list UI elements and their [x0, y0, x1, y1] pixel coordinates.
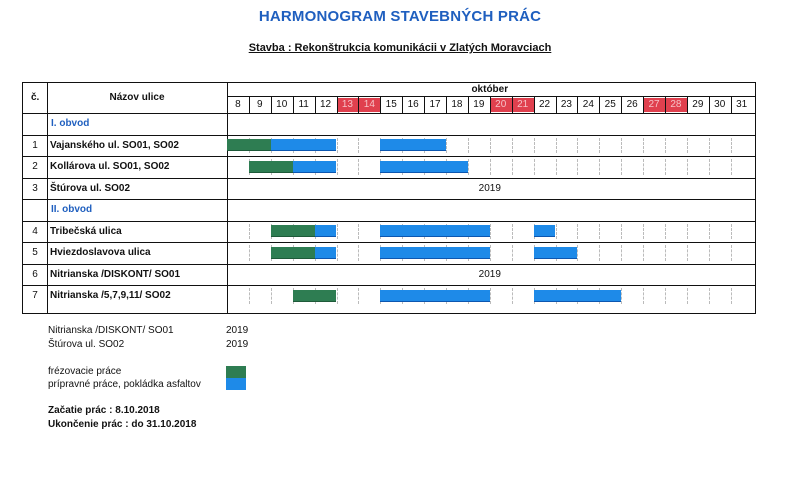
paving-work-bar — [293, 161, 337, 173]
day-column-line — [337, 96, 338, 113]
day-separator — [577, 138, 578, 154]
day-10: 10 — [276, 99, 288, 110]
day-separator — [512, 288, 513, 304]
day-separator — [556, 138, 557, 154]
day-separator — [599, 159, 600, 175]
col-line-number — [47, 83, 48, 313]
row-street-name: Nitrianska /DISKONT/ SO01 — [50, 268, 181, 280]
day-column-line — [687, 96, 688, 113]
day-separator — [643, 245, 644, 261]
day-separator — [643, 288, 644, 304]
section-label-2: II. obvod — [51, 204, 93, 215]
day-separator — [358, 224, 359, 240]
legend-blue-swatch — [226, 378, 246, 390]
day-separator — [337, 288, 338, 304]
day-separator — [709, 159, 710, 175]
legend-blue-label: prípravné práce, pokládka asfaltov — [48, 379, 201, 390]
day-column-line — [424, 96, 425, 113]
row-number: 7 — [32, 290, 38, 301]
paving-work-bar — [315, 247, 337, 259]
day-separator — [687, 138, 688, 154]
day-separator — [731, 224, 732, 240]
day-column-line — [556, 96, 557, 113]
day-separator — [621, 245, 622, 261]
section-label-1: I. obvod — [51, 118, 90, 129]
day-column-line — [709, 96, 710, 113]
day-separator — [337, 159, 338, 175]
day-column-line — [577, 96, 578, 113]
day-column-line — [293, 96, 294, 113]
day-separator — [358, 159, 359, 175]
day-separator — [490, 245, 491, 261]
project-subtitle: Stavba : Rekonštrukcia komunikácii v Zlatých Moravciach — [248, 42, 552, 54]
row-number: 5 — [32, 247, 38, 258]
day-separator — [621, 224, 622, 240]
day-separator — [490, 159, 491, 175]
day-column-line — [271, 96, 272, 113]
day-17: 17 — [429, 99, 441, 110]
day-25: 25 — [604, 99, 616, 110]
day-separator — [709, 224, 710, 240]
row-separator — [23, 178, 755, 179]
day-separator — [512, 138, 513, 154]
day-24: 24 — [582, 99, 594, 110]
day-separator — [599, 224, 600, 240]
paving-work-bar — [534, 290, 622, 302]
day-separator — [249, 288, 250, 304]
row-separator — [23, 285, 755, 286]
legend-note-2-year: 2019 — [226, 339, 249, 350]
month-line — [227, 96, 755, 97]
day-15: 15 — [385, 99, 397, 110]
day-column-line — [315, 96, 316, 113]
day-11: 11 — [298, 99, 309, 110]
row-number: 1 — [32, 139, 38, 151]
row-year-note: 2019 — [478, 182, 501, 194]
day-column-line — [512, 96, 513, 113]
day-separator — [490, 288, 491, 304]
row-number: 2 — [32, 161, 38, 172]
row-number: 6 — [32, 268, 38, 280]
start-date: Začatie prác : 8.10.2018 — [48, 405, 160, 416]
day-separator — [665, 138, 666, 154]
day-12: 12 — [319, 99, 332, 110]
header-bottom-line — [23, 113, 755, 114]
day-8: 8 — [235, 99, 241, 110]
day-separator — [358, 288, 359, 304]
day-column-line — [446, 96, 447, 113]
col-line-name — [227, 83, 228, 313]
day-separator — [271, 288, 272, 304]
day-separator — [731, 159, 732, 175]
day-separator — [249, 245, 250, 261]
milling-work-bar — [227, 139, 271, 151]
day-separator — [599, 138, 600, 154]
paving-work-bar — [380, 139, 446, 151]
end-date: Ukončenie prác : do 31.10.2018 — [48, 419, 197, 430]
day-separator — [731, 288, 732, 304]
paving-work-bar — [271, 139, 337, 151]
day-13: 13 — [337, 98, 359, 112]
day-column-line — [249, 96, 250, 113]
row-street-name: Nitrianska /5,7,9,11/ SO02 — [50, 290, 171, 301]
day-31: 31 — [736, 99, 748, 110]
paving-work-bar — [315, 225, 337, 237]
day-column-line — [534, 96, 535, 113]
row-street-name: Štúrova ul. SO02 — [50, 182, 131, 194]
day-separator — [621, 159, 622, 175]
day-20: 20 — [490, 98, 512, 112]
schedule-table — [22, 82, 756, 314]
day-separator — [337, 224, 338, 240]
paving-work-bar — [380, 247, 490, 259]
day-separator — [665, 159, 666, 175]
day-separator — [665, 288, 666, 304]
day-separator — [358, 245, 359, 261]
day-separator — [577, 245, 578, 261]
day-column-line — [621, 96, 622, 113]
day-column-line — [665, 96, 666, 113]
legend-green-label: frézovacie práce — [48, 366, 122, 377]
day-separator — [534, 138, 535, 154]
day-separator — [337, 245, 338, 261]
day-separator — [687, 224, 688, 240]
day-separator — [687, 159, 688, 175]
day-column-line — [643, 96, 644, 113]
day-separator — [665, 224, 666, 240]
row-separator — [23, 242, 755, 243]
paving-work-bar — [380, 161, 468, 173]
day-column-line — [599, 96, 600, 113]
legend-note-1-label: Nitrianska /DISKONT/ SO01 — [48, 325, 174, 336]
day-separator — [665, 245, 666, 261]
row-number: 4 — [32, 225, 38, 237]
legend-note-2-label: Štúrova ul. SO02 — [48, 339, 125, 350]
day-column-line — [402, 96, 403, 113]
day-separator — [687, 288, 688, 304]
milling-work-bar — [271, 225, 315, 237]
header-street-name: Názov ulice — [109, 92, 165, 103]
legend-note-1-year: 2019 — [226, 325, 249, 336]
day-separator — [490, 224, 491, 240]
day-separator — [643, 138, 644, 154]
day-separator — [556, 159, 557, 175]
day-separator — [621, 288, 622, 304]
day-separator — [512, 159, 513, 175]
day-separator — [643, 224, 644, 240]
day-separator — [468, 159, 469, 175]
day-23: 23 — [560, 99, 572, 110]
day-28: 28 — [665, 98, 687, 112]
row-street-name: Hviezdoslavova ulica — [50, 247, 151, 258]
row-street-name: Vajanského ul. SO01, SO02 — [50, 139, 179, 151]
day-separator — [534, 159, 535, 175]
day-separator — [731, 245, 732, 261]
milling-work-bar — [271, 247, 315, 259]
day-16: 16 — [407, 99, 419, 110]
day-26: 26 — [626, 99, 638, 110]
milling-work-bar — [293, 290, 337, 302]
row-separator — [23, 135, 755, 136]
row-separator — [23, 199, 755, 200]
day-separator — [358, 138, 359, 154]
day-column-line — [468, 96, 469, 113]
day-14: 14 — [358, 98, 380, 112]
day-separator — [687, 245, 688, 261]
day-18: 18 — [451, 99, 463, 110]
day-separator — [621, 138, 622, 154]
day-separator — [337, 138, 338, 154]
day-29: 29 — [692, 99, 704, 110]
paving-work-bar — [380, 290, 490, 302]
day-27: 27 — [643, 98, 665, 112]
day-separator — [490, 138, 491, 154]
header-month: október — [471, 84, 509, 95]
day-separator — [446, 138, 447, 154]
day-column-line — [358, 96, 359, 113]
day-separator — [577, 159, 578, 175]
row-separator — [23, 264, 755, 265]
row-street-name: Kollárova ul. SO01, SO02 — [50, 161, 170, 172]
paving-work-bar — [380, 225, 490, 237]
day-column-line — [380, 96, 381, 113]
day-separator — [577, 224, 578, 240]
milling-work-bar — [249, 161, 293, 173]
row-separator — [23, 221, 755, 222]
day-21: 21 — [512, 98, 534, 112]
row-year-note: 2019 — [478, 268, 501, 280]
day-19: 19 — [473, 99, 485, 110]
legend-green-swatch — [226, 366, 246, 378]
day-30: 30 — [714, 99, 726, 110]
day-separator — [731, 138, 732, 154]
day-9: 9 — [257, 99, 263, 110]
day-separator — [709, 245, 710, 261]
paving-work-bar — [534, 225, 556, 237]
day-separator — [512, 245, 513, 261]
day-column-line — [731, 96, 732, 113]
day-separator — [556, 224, 557, 240]
day-22: 22 — [538, 99, 551, 110]
paving-work-bar — [534, 247, 578, 259]
row-separator — [23, 156, 755, 157]
day-separator — [249, 224, 250, 240]
day-separator — [599, 245, 600, 261]
row-number: 3 — [32, 182, 38, 194]
day-separator — [709, 138, 710, 154]
day-separator — [709, 288, 710, 304]
header-number: č. — [31, 92, 40, 103]
day-column-line — [490, 96, 491, 113]
day-separator — [512, 224, 513, 240]
row-street-name: Tribečská ulica — [50, 225, 122, 237]
day-separator — [468, 138, 469, 154]
page-title: HARMONOGRAM STAVEBNÝCH PRÁC — [258, 8, 542, 25]
day-separator — [643, 159, 644, 175]
